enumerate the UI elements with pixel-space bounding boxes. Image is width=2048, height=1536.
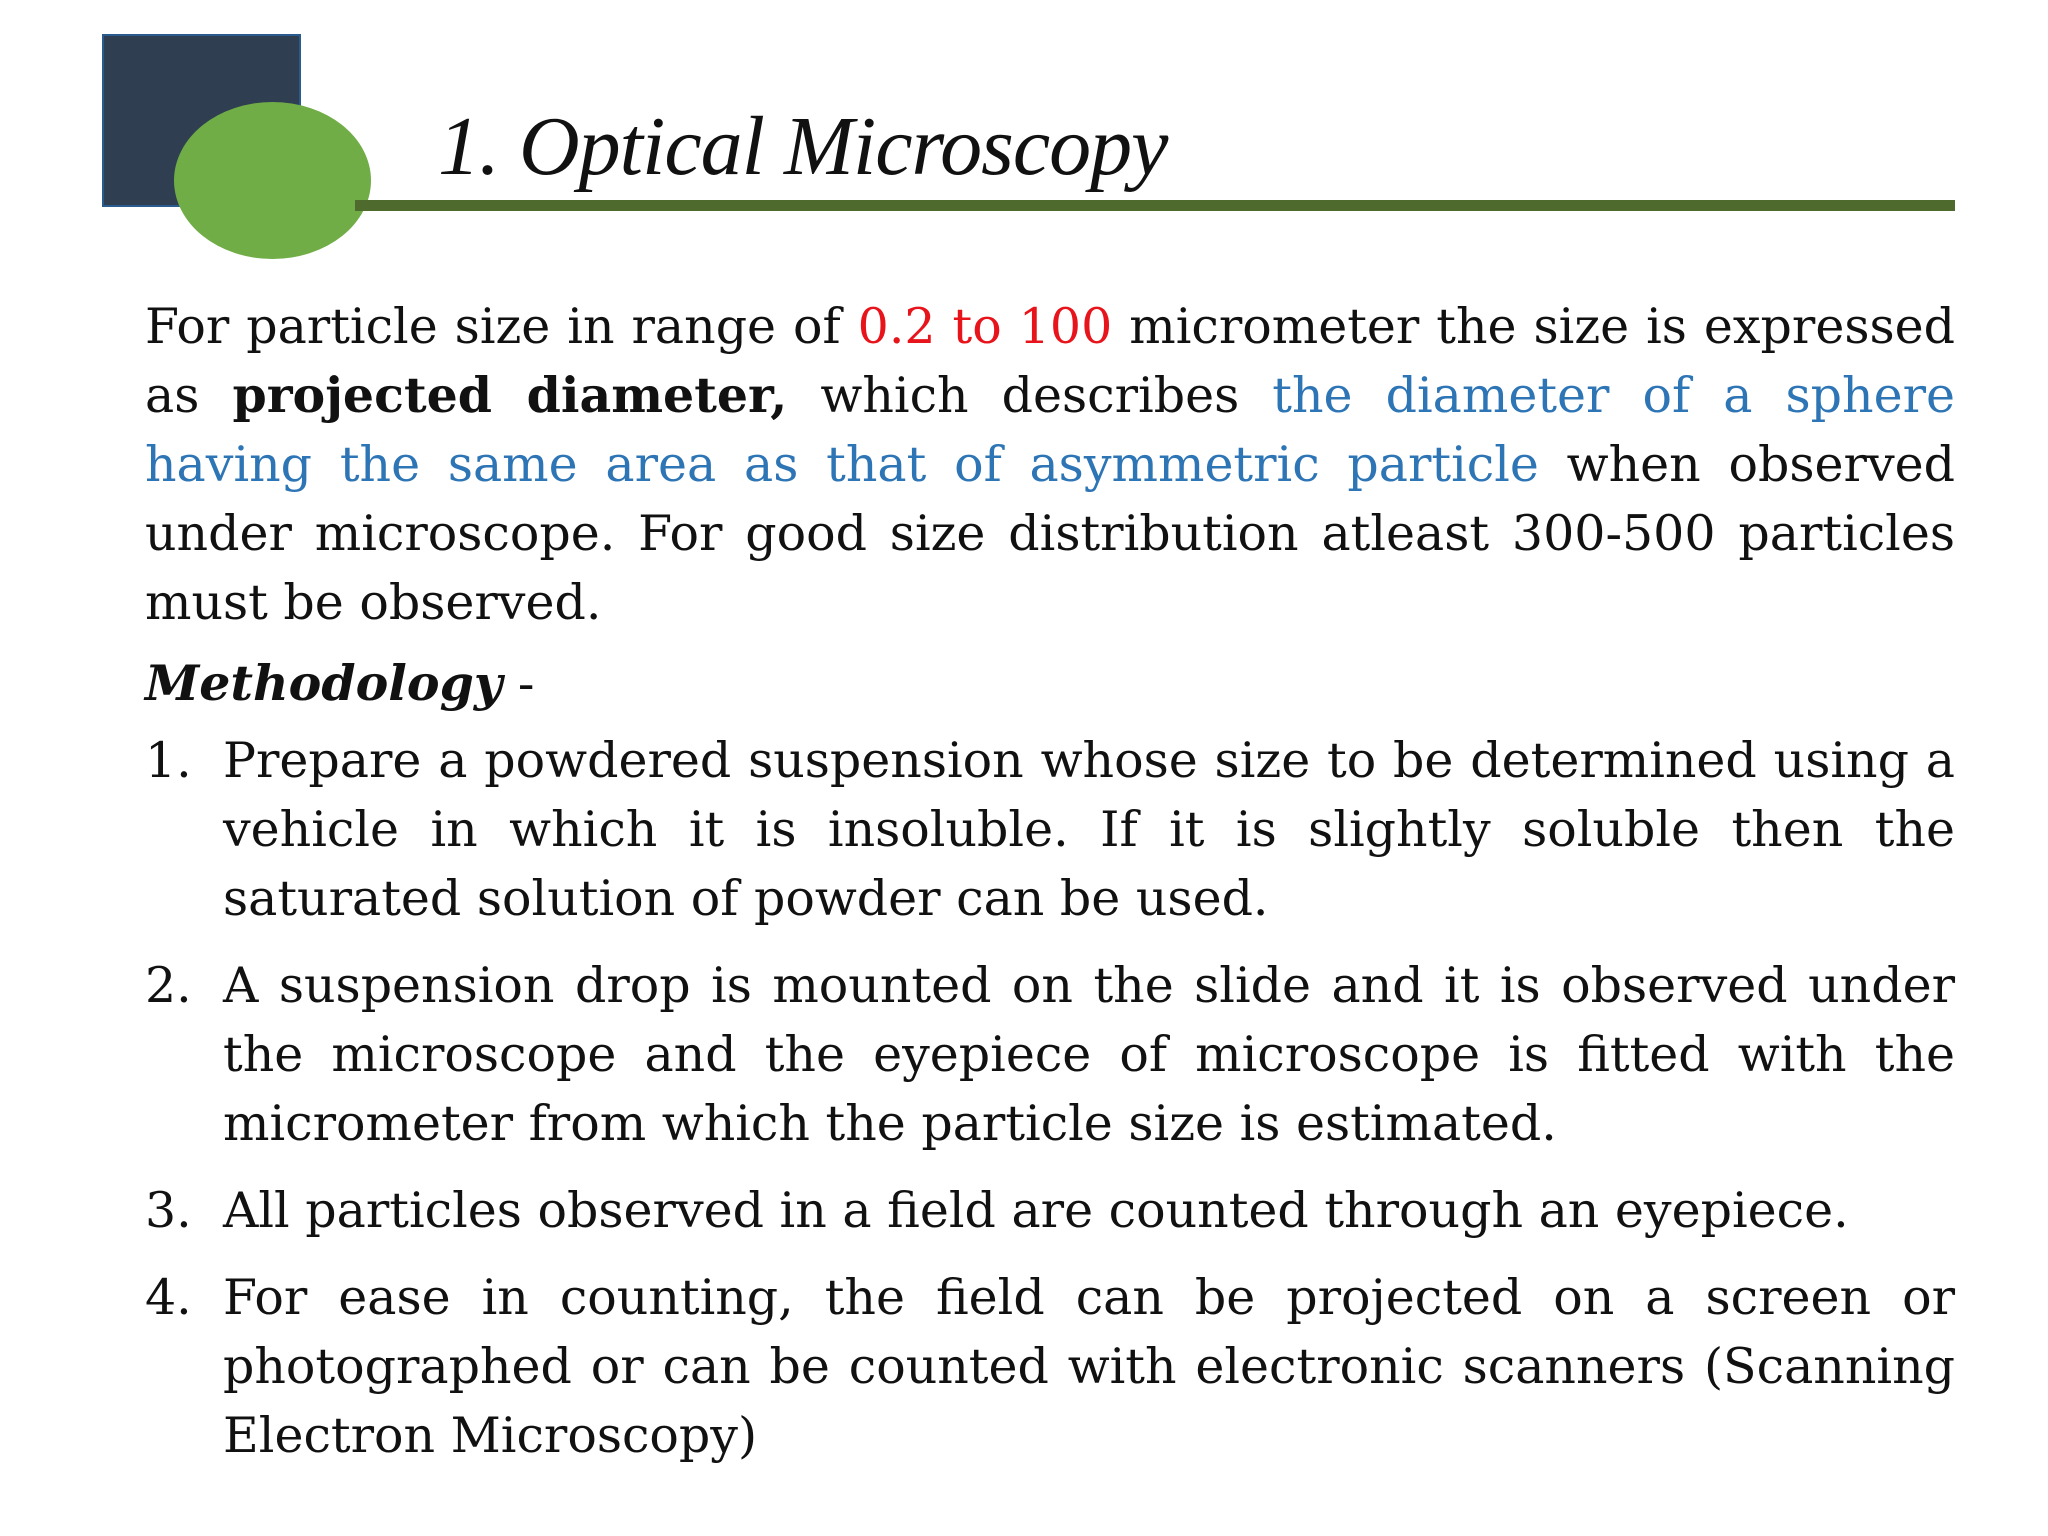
decorative-circle	[174, 102, 371, 259]
list-item	[145, 1263, 1955, 1470]
intro-text-1: For particle size in range of	[145, 298, 858, 355]
size-range-highlight: 0.2 to 100	[857, 298, 1113, 355]
intro-text-4: when observed under microscope. For good size distribution atleast 300-500 particles must be observed.	[145, 436, 1955, 631]
methodology-heading	[145, 649, 1955, 718]
step-text: A suspension drop is mounted on the slide and it is observed under the microscope and the eyepiece of microscope is fitted with the micrometer from which the particle size is estimated.	[223, 957, 1955, 1152]
step-text: All particles observed in a field are counted through an eyepiece.	[223, 1182, 1849, 1239]
step-number: 4.	[145, 1269, 192, 1326]
definition-highlight: the diameter of a sphere having the same area as that of asymmetric particle	[145, 367, 1955, 493]
step-text: Prepare a powdered suspension whose size to be determined using a vehicle in which it is insoluble. If it is slightly soluble then the saturated solution of powder can be used.	[223, 732, 1955, 927]
step-number: 3.	[145, 1182, 192, 1239]
step-text: For ease in counting, the field can be projected on a screen or photographed or can be counted with electronic scanners (Scanning Electron Microscopy)	[223, 1269, 1955, 1464]
methodology-steps	[145, 726, 1955, 1470]
methodology-dash: -	[502, 655, 535, 712]
step-number: 1.	[145, 732, 192, 789]
intro-text-3: which describes	[787, 367, 1273, 424]
list-item	[145, 1176, 1955, 1245]
intro-paragraph	[145, 292, 1955, 637]
slide-body	[145, 292, 1955, 1488]
list-item	[145, 726, 1955, 933]
step-number: 2.	[145, 957, 192, 1014]
methodology-label: Methodology	[145, 654, 503, 712]
projected-diameter-term: projected diameter,	[232, 366, 788, 424]
slide-title: 1. Optical Microscopy	[438, 100, 1168, 193]
intro-text-2: micrometer the size is expressed as	[145, 298, 1956, 424]
list-item	[145, 951, 1955, 1158]
